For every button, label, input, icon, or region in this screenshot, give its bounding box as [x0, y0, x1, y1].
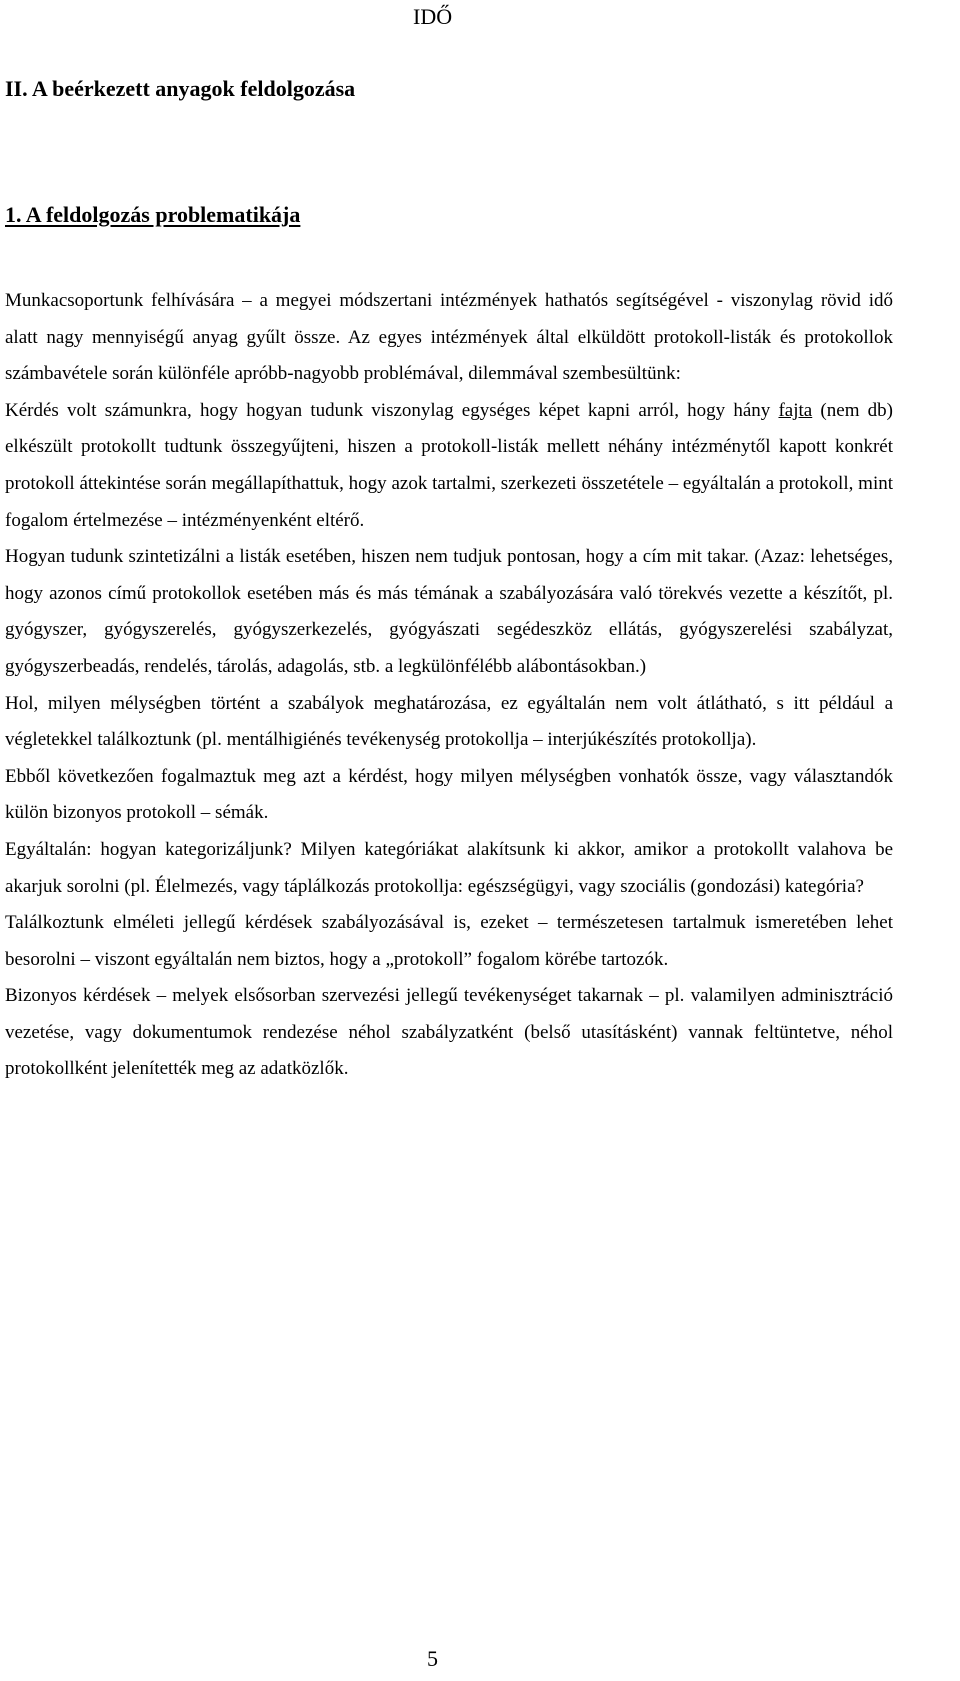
- paragraph-2-end: (nem db) elkészült protokollt tudtunk összegyűjteni, hiszen a protokoll-listák mellett néhány intézménytől kapott konkrét protokoll áttekintése során megállapíthattuk, hogy azok tartalmi, szerkezeti összetétele – egyáltalán a protokoll, mint fogalom értelmezése – intézményenként eltérő.: [5, 399, 893, 531]
- section-heading: II. A beérkezett anyagok feldolgozása: [5, 76, 356, 101]
- paragraph-2: [5, 393, 893, 539]
- paragraph-2-start: Kérdés volt számunkra, hogy hogyan tudunk viszonylag egységes képet kapni arról, hogy hány: [5, 399, 779, 421]
- page-number: 5: [427, 1646, 438, 1671]
- paragraph-6: Egyáltalán: hogyan kategorizáljunk? Milyen kategóriákat alakítsunk ki akkor, amikor a protokollt valahova be akarjuk sorolni (pl. Élelmezés, vagy táplálkozás protokollja: egészségügyi, vagy szociális (gondozási) kategória?: [5, 838, 893, 897]
- paragraph-7: Találkoztunk elméleti jellegű kérdések szabályozásával is, ezeket – természetesen tartalmuk ismeretében lehet besorolni – viszont egyáltalán nem biztos, hogy a „protokoll” fogalom körébe tartozók.: [5, 912, 893, 970]
- body-text: [5, 283, 893, 1088]
- paragraph-5: Ebből következően fogalmaztuk meg azt a kérdést, hogy milyen mélységben vonhatók össze, vagy választandók külön bizonyos protokoll – sémák.: [5, 765, 893, 824]
- running-header: IDŐ: [413, 4, 453, 29]
- paragraph-1: Munkacsoportunk felhívására – a megyei módszertani intézmények hathatós segítségével - viszonylag rövid idő alatt nagy mennyiségű anyag gyűlt össze. Az egyes intézmények által elküldött protokoll-listák és protokollok számbavétele során különféle apróbb-nagyobb problémával, dilemmával szembesültünk:: [5, 290, 893, 385]
- subsection-heading: 1. A feldolgozás problematikája: [5, 202, 301, 227]
- paragraph-4: Hol, milyen mélységben történt a szabályok meghatározása, ez egyáltalán nem volt átlátható, s itt például a végletekkel találkoztunk (pl. mentálhigiénés tevékenység protokollja – interjúkészítés protokollja).: [5, 692, 893, 751]
- paragraph-8: Bizonyos kérdések – melyek elsősorban szervezési jellegű tevékenységet takarnak – pl. valamilyen adminisztráció vezetése, vagy dokumentumok rendezése néhol szabályzatként (belső utasításként) vannak feltüntetve, néhol protokollként jelenítették meg az adatközlők.: [5, 985, 893, 1080]
- paragraph-3: Hogyan tudunk szintetizálni a listák esetében, hiszen nem tudjuk pontosan, hogy a cím mit takar. (Azaz: lehetséges, hogy azonos című protokollok esetében más és más témának a szabályozására való törekvés vezette a készítőt, pl. gyógyszer, gyógyszerelés, gyógyszerkezelés, gyógyászati segédeszköz ellátás, gyógyszerelési szabályzat, gyógyszerbeadás, rendelés, tárolás, adagolás, stb. a legkülönfélébb alábontásokban.): [5, 546, 893, 677]
- underlined-word: fajta: [778, 399, 813, 421]
